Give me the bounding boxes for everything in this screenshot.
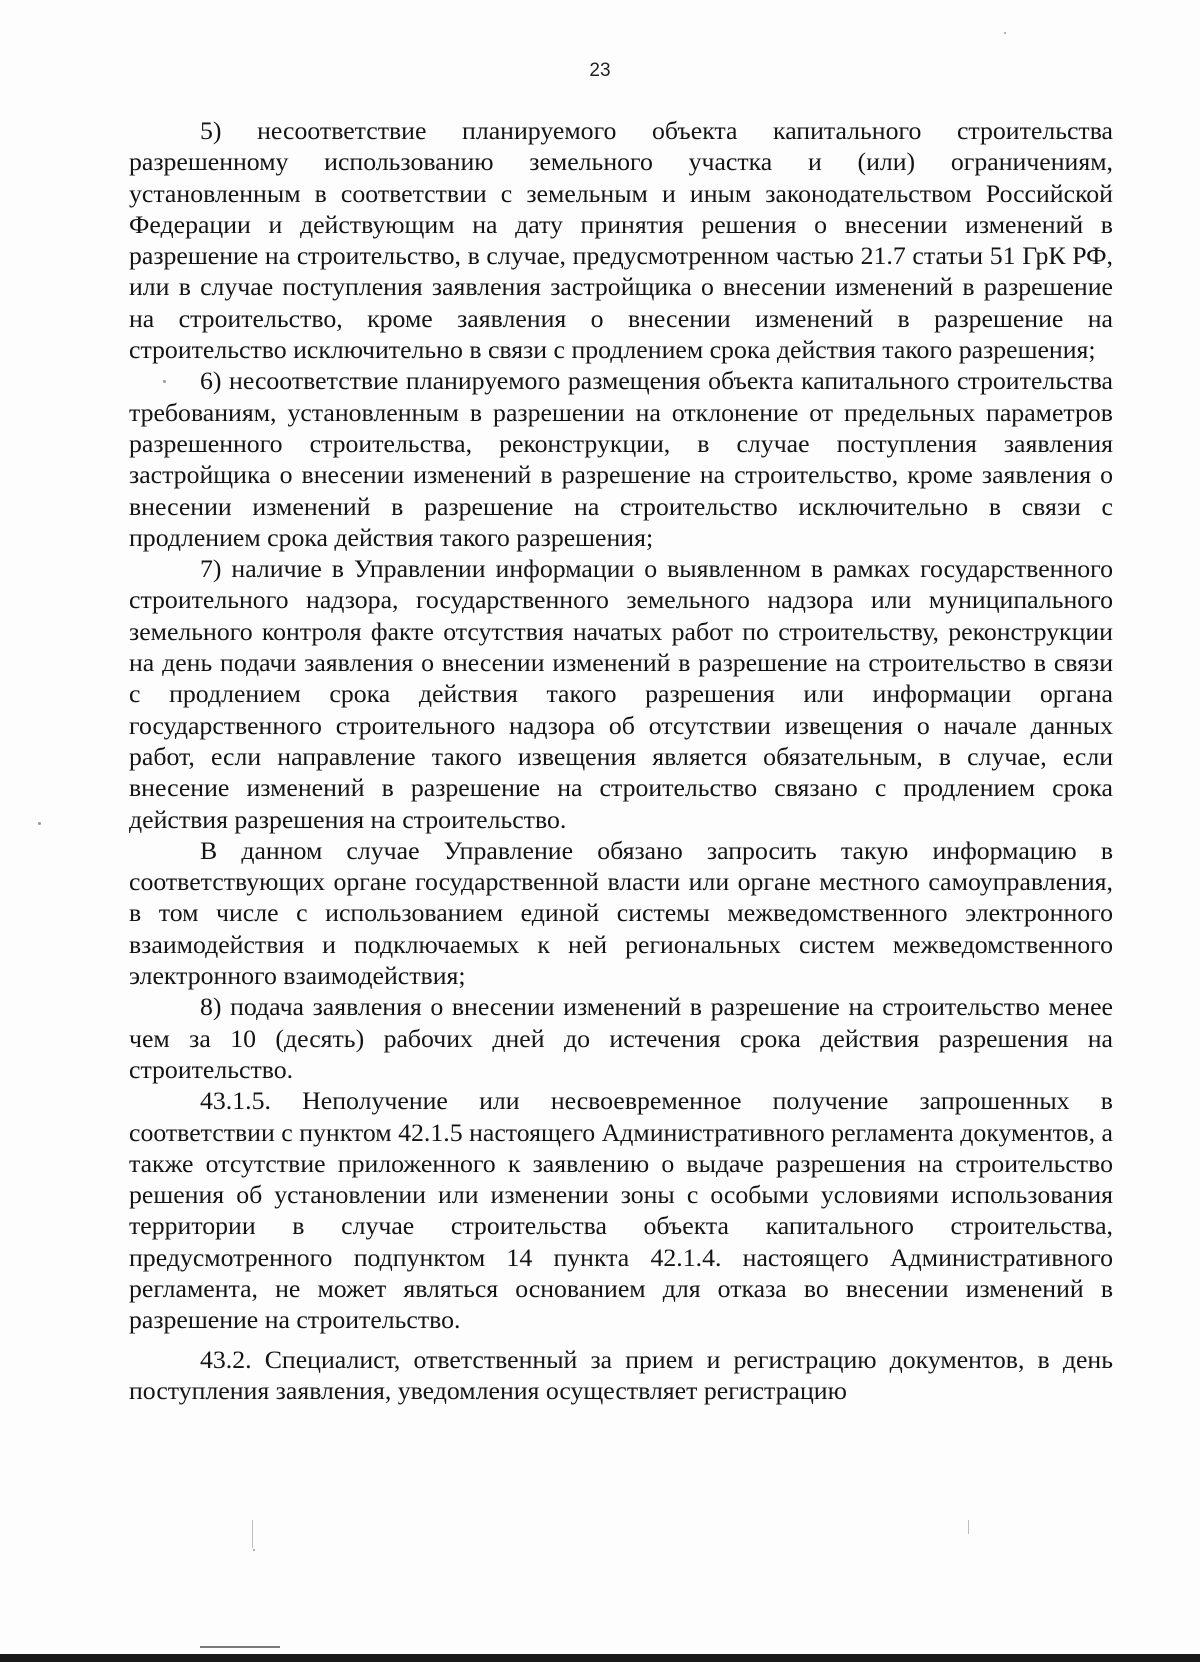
document-body bbox=[129, 115, 1113, 1406]
paragraph-43-1-5: 43.1.5. Неполучение или несвоевременное получение запрошенных в соответствии с пунктом 42.1.5 настоящего Административного регламента документов, а также отсутствие приложенного к заявлению о выдаче разрешения на строительство решения об установлении или изменении зоны с особыми условиями использования территории в случае строительства объекта капитального строительства, предусмотренного подпунктом 14 пункта 42.1.4. настоящего Административного регламента, не может являться основанием для отказа во внесении изменений в разрешение на строительство. bbox=[129, 1086, 1113, 1335]
scan-speck bbox=[1004, 32, 1006, 34]
paragraph-request-info: В данном случае Управление обязано запросить такую информацию в соответствующих органе государственной власти или органе местного самоуправления, в том числе с использованием единой системы межведомственного электронного взаимодействия и подключаемых к ней региональных систем межведомственного электронного взаимодействия; bbox=[129, 835, 1113, 991]
scan-line bbox=[200, 1646, 280, 1648]
paragraph-item-6: 6) несоответствие планируемого размещения объекта капитального строительства требованиям, установленным в разрешении на отклонение от предельных параметров разрешенного строительства, реконструкции, в случае поступления заявления застройщика о внесении изменений в разрешение на строительство, кроме заявления о внесении изменений в разрешение на строительство исключительно в связи с продлением срока действия такого разрешения; bbox=[129, 366, 1113, 552]
page-number: 23 bbox=[589, 60, 611, 81]
paragraph-43-2: 43.2. Специалист, ответственный за прием и регистрацию документов, в день поступления заявления, уведомления осуществляет регистрацию bbox=[129, 1344, 1113, 1405]
scan-speck bbox=[253, 1549, 255, 1551]
scan-speck bbox=[163, 380, 166, 383]
page-bottom-edge bbox=[0, 1654, 1200, 1662]
paragraph-item-8: 8) подача заявления о внесении изменений в разрешение на строительство менее чем за 10 (десять) рабочих дней до истечения срока действия разрешения на строительство. bbox=[129, 992, 1113, 1084]
scan-line bbox=[252, 1520, 253, 1548]
paragraph-item-7: 7) наличие в Управлении информации о выявленном в рамках государственного строительного надзора, государственного земельного надзора или муниципального земельного контроля факте отсутствия начатых работ по строительству, реконструкции на день подачи заявления о внесении изменений в разрешение на строительство в связи с продлением срока действия такого разрешения или информации органа государственного строительного надзора об отсутствии извещения о начале данных работ, если направление такого извещения является обязательным, в случае, если внесение изменений в разрешение на строительство связано с продлением срока действия разрешения на строительство. bbox=[129, 554, 1113, 834]
paragraph-item-5: 5) несоответствие планируемого объекта капитального строительства разрешенному использованию земельного участка и (или) ограничениям, установленным в соответствии с земельным и иным законодательством Российской Федерации и действующим на дату принятия решения о внесении изменений в разрешение на строительство, в случае, предусмотренном частью 21.7 статьи 51 ГрК РФ, или в случае поступления заявления застройщика о внесении изменений в разрешение на строительство, кроме заявления о внесении изменений в разрешение на строительство исключительно в связи с продлением срока действия такого разрешения; bbox=[129, 116, 1113, 365]
scan-line bbox=[968, 1520, 969, 1534]
scan-speck bbox=[38, 822, 41, 825]
